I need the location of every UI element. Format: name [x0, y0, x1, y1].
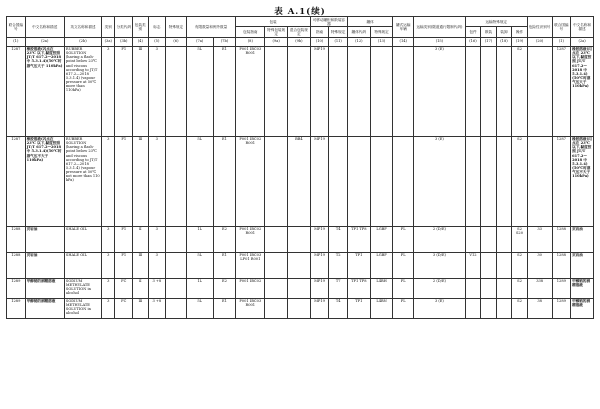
table-cell: 5L [186, 298, 213, 318]
table-cell: 30 [527, 252, 552, 278]
table-cell: 3 [148, 226, 166, 252]
table-cell: FL [393, 278, 414, 298]
table-cell: 3 (E) [414, 136, 466, 226]
table-cell [393, 136, 414, 226]
header-cn-name-right: 中文名称和描述 [571, 17, 594, 38]
table-cell: Ⅲ [133, 298, 149, 318]
column-number: (3a) [102, 37, 115, 46]
column-number: (4) [133, 37, 149, 46]
table-cell [527, 46, 552, 136]
table-cell: 甲醇钠的酒精溶液 [25, 298, 64, 318]
header-packing-instructions: 包装指南 [236, 27, 265, 37]
table-cell: 1288 [7, 226, 26, 252]
column-number: (19) [512, 37, 528, 46]
table-cell: E2 [213, 278, 236, 298]
table-cell: 3 +8 [148, 298, 166, 318]
column-number: (1) [552, 37, 571, 46]
table-cell [370, 136, 393, 226]
table-cell: 3 [148, 252, 166, 278]
table-cell [329, 136, 348, 226]
column-number: (7a) [186, 37, 213, 46]
table-cell: 页岩油 [25, 252, 64, 278]
table-cell: S2 [512, 252, 528, 278]
table-cell: 1287 [7, 136, 26, 226]
table-cell: E2 [213, 226, 236, 252]
header-tank-code-special: 特殊规定 [370, 27, 393, 37]
column-number: (13) [370, 37, 393, 46]
header-packing-special: 特殊包装规定 [265, 27, 288, 37]
table-cell: 1L [186, 226, 213, 252]
table-cell: LGBF [370, 252, 393, 278]
header-cn-name: 中文名称和描述 [25, 17, 64, 38]
table-cell: FC [115, 278, 133, 298]
table-cell: 甲醇钠的酒精溶液 [571, 298, 594, 318]
table-cell: SODIUM METHYLATE SOLUTION in alcohol [64, 298, 101, 318]
table-cell: T7 [329, 278, 348, 298]
table-cell [265, 278, 288, 298]
table-cell: 1287 [552, 136, 571, 226]
table-cell: SODIUM METHYLATE SOLUTION in alcohol [64, 278, 101, 298]
header-un-no: 联合国编号 [7, 17, 26, 38]
column-number: (12) [347, 37, 370, 46]
table-cell: 甲醇钠的酒精溶液 [25, 278, 64, 298]
table-cell: MP19 [310, 136, 329, 226]
table-cell: 1289 [552, 278, 571, 298]
header-tank: 罐体 [347, 17, 392, 27]
dangerous-goods-table [6, 16, 594, 319]
table-cell [465, 226, 481, 252]
header-ts-packages: 包件 [465, 27, 481, 37]
table-cell [265, 46, 288, 136]
table-cell: 1287 [552, 46, 571, 136]
table-cell: 3 +8 [148, 278, 166, 298]
column-number: (9a) [265, 37, 288, 46]
table-cell: S2 [512, 278, 528, 298]
table-cell [496, 278, 512, 298]
table-cell: 3 (D/E) [414, 252, 466, 278]
table-cell: Ⅱ [133, 226, 149, 252]
column-number: (16) [465, 37, 481, 46]
table-body [7, 46, 594, 318]
header-limited-quantity: 有限数量和例外数量 [186, 17, 236, 38]
header-un-no-right: 联合国编号 [552, 17, 571, 38]
table-cell: 3 [102, 252, 115, 278]
table-cell: P001 IBC02 R001 [236, 136, 265, 226]
table-cell: Ⅲ [133, 136, 149, 226]
table-cell: MP19 [310, 252, 329, 278]
header-packaging: 包装 [236, 17, 310, 27]
table-cell: 橡胶溶液(闪点在 23℃ 以下,黏度按照 JT/T 617.2—2018 中 5.3.1.4)(50℃时蒸气压不大于 110kPa) [25, 136, 64, 226]
table-cell: F1 [115, 136, 133, 226]
table-cell: 5L [186, 136, 213, 226]
header-en-name: 英文名称和描述 [64, 17, 101, 38]
table-cell: 2 (D/E) [414, 278, 466, 298]
table-cell [265, 298, 288, 318]
table-cell [166, 298, 187, 318]
table-cell: FL [393, 298, 414, 318]
table-cell: E1 [213, 298, 236, 318]
table-cell: 5L [186, 252, 213, 278]
table-cell: 3 [102, 136, 115, 226]
header-packing-group: 包装类别 [133, 17, 149, 38]
table-cell [481, 226, 497, 252]
column-number: (14) [393, 37, 414, 46]
column-number: (17) [481, 37, 497, 46]
header-tank-special: 特殊规定 [329, 27, 348, 37]
column-number: (7b) [213, 37, 236, 46]
header-hazard-id: 危险性识别号 [527, 17, 552, 38]
table-cell: SHALE OIL [64, 226, 101, 252]
table-cell: P001 IBC03 LP01 R001 [236, 252, 265, 278]
table-cell: 甲醇钠的酒精溶液 [571, 278, 594, 298]
table-cell: 3 [102, 298, 115, 318]
table-row [7, 226, 594, 252]
column-number: (10) [310, 37, 329, 46]
table-cell: T4 [329, 226, 348, 252]
table-cell [288, 278, 311, 298]
table-cell: 橡胶溶液(闪点在 23℃ 以下,黏度按照 JT/T 617.2—2018 中 5.3.1.4)(50℃时蒸气压不大于 110kPa) [571, 136, 594, 226]
table-cell: 3 [102, 46, 115, 136]
table-cell: 3 [148, 136, 166, 226]
table-cell: E1 [213, 136, 236, 226]
header-ts-bulk: 散装 [481, 27, 497, 37]
table-cell: TP1 [347, 252, 370, 278]
table-cell: 3 [148, 46, 166, 136]
table-cell: F1 [115, 226, 133, 252]
table-cell: L4BN [370, 298, 393, 318]
table-cell [166, 46, 187, 136]
table-cell: 3 [102, 278, 115, 298]
table-cell [496, 252, 512, 278]
column-number: (6) [166, 37, 187, 46]
table-cell: 338 [527, 278, 552, 298]
table-cell: Ⅱ [133, 278, 149, 298]
table-cell [481, 46, 497, 136]
header-tank-code: 罐体代码 [347, 27, 370, 37]
column-number: (1) [7, 37, 26, 46]
table-cell [465, 136, 481, 226]
table-cell: 1287 [7, 46, 26, 136]
table-cell [288, 298, 311, 318]
column-number: (9b) [288, 37, 311, 46]
table-cell: 38 [527, 298, 552, 318]
table-cell: P001 IBC02 [236, 278, 265, 298]
table-cell [481, 252, 497, 278]
table-cell [465, 278, 481, 298]
table-cell: 页岩油 [25, 226, 64, 252]
column-number: (15) [414, 37, 466, 46]
table-cell [166, 278, 187, 298]
column-number: (5) [148, 37, 166, 46]
table-cell: S2 [512, 46, 528, 136]
table-cell: P001 IBC02 R001 [236, 226, 265, 252]
table-cell [166, 226, 187, 252]
header-class-code: 分类代码 [115, 17, 133, 38]
table-cell: S2 S20 [512, 226, 528, 252]
table-cell [288, 226, 311, 252]
table-cell [496, 298, 512, 318]
table-cell: FC [115, 298, 133, 318]
table-cell: 1289 [7, 278, 26, 298]
column-number: (2b) [64, 37, 101, 46]
table-cell: F1 [115, 46, 133, 136]
table-cell: 页岩油 [571, 252, 594, 278]
table-cell: FL [393, 252, 414, 278]
header-portable-tank: 可移动罐柜和散装容器 [310, 17, 347, 27]
table-cell [465, 46, 481, 136]
table-cell [166, 252, 187, 278]
header-row-1 [7, 17, 594, 27]
table-cell [166, 136, 187, 226]
column-number: (2a) [571, 37, 594, 46]
header-transport-category: 运输类别(隧道通行限制代码) [414, 17, 466, 38]
table-cell [481, 136, 497, 226]
table-cell [347, 46, 370, 136]
column-number: (18) [496, 37, 512, 46]
table-cell: TP1 [347, 298, 370, 318]
table-cell [288, 252, 311, 278]
page-title: 表 A.1(续) [274, 7, 326, 17]
column-number-row [7, 37, 594, 46]
table-cell: 5L [186, 46, 213, 136]
table-cell: 33 [527, 226, 552, 252]
table-cell [329, 46, 348, 136]
table-cell: 页岩油 [571, 226, 594, 252]
table-cell: V12 [465, 252, 481, 278]
table-cell [481, 278, 497, 298]
table-cell: 1288 [7, 252, 26, 278]
table-cell: FL [393, 226, 414, 252]
column-number: (2a) [25, 37, 64, 46]
header-tank-instructions: 指南 [310, 27, 329, 37]
column-number: (8) [236, 37, 265, 46]
header-labels: 标志 [148, 17, 166, 38]
table-cell: TP1 TP8 [347, 278, 370, 298]
column-number: (20) [527, 37, 552, 46]
table-cell: P001 IBC03 R001 [236, 298, 265, 318]
table-cell: E1 [213, 46, 236, 136]
table-cell [370, 46, 393, 136]
table-row [7, 252, 594, 278]
table-cell [465, 298, 481, 318]
table-cell: MP19 [310, 46, 329, 136]
table-cell: 1289 [7, 298, 26, 318]
table-cell [265, 226, 288, 252]
table-cell: 橡胶溶液(闪点在 23℃ 以下,黏度按照 JT/T 617.2—2018 中 5.3.1.4)(50℃时蒸气压大于 110kPa) [571, 46, 594, 136]
table-cell: Ⅲ [133, 46, 149, 136]
table-cell: 1289 [552, 298, 571, 318]
header-tank-vehicle: 罐式运输车辆 [393, 17, 414, 38]
table-cell [481, 298, 497, 318]
table-cell: S2 [512, 136, 528, 226]
table-cell: MP19 [310, 278, 329, 298]
table-cell: RUBBER SOLUTION (having a flash-point below 23℃ and viscous according to JT/T 617.2—2018 5.3.1.4) (vapour pressure at 50℃ not more than 110 kPa) [64, 136, 101, 226]
table-cell [496, 46, 512, 136]
table-cell: LGBF [370, 226, 393, 252]
table-cell: 3 (E) [414, 46, 466, 136]
table-row [7, 46, 594, 136]
table-row [7, 298, 594, 318]
column-number: (3b) [115, 37, 133, 46]
table-cell [288, 46, 311, 136]
table-cell: 3 [102, 226, 115, 252]
table-cell: 1288 [552, 226, 571, 252]
table-cell: 2 (D/E) [414, 226, 466, 252]
table-cell: Ⅲ [133, 252, 149, 278]
table-cell: T2 [329, 252, 348, 278]
header-ts-loading: 装卸 [496, 27, 512, 37]
column-number: (11) [329, 37, 348, 46]
table-cell [496, 226, 512, 252]
table-row [7, 136, 594, 226]
table-cell: RUBBER SOLUTION (having a flash-point below 23℃ and viscous according to JT/T 617.2—2018 5.3.1.4) (vapour pressure at 50℃ more than 110kPa) [64, 46, 101, 136]
table-cell: SHALE OIL [64, 252, 101, 278]
table-cell [496, 136, 512, 226]
table-cell: E1 [213, 252, 236, 278]
table-cell: P001 IBC03 R001 [236, 46, 265, 136]
table-cell: L4BH [370, 278, 393, 298]
table-cell: T4 [329, 298, 348, 318]
table-cell: 1L [186, 278, 213, 298]
table-cell: MP19 [310, 298, 329, 318]
table-row [7, 278, 594, 298]
header-transport-special: 运输特殊规定 [465, 17, 527, 27]
table-cell: TP1 TP8 [347, 226, 370, 252]
table-cell [527, 136, 552, 226]
table-cell: 3 (E) [414, 298, 466, 318]
table-cell: BB4 [288, 136, 311, 226]
header-ts-operation: 操作 [512, 27, 528, 37]
table-cell [393, 46, 414, 136]
table-cell [265, 136, 288, 226]
table-cell: 橡胶溶液(闪点在 23℃ 以下,黏度按照 JT/T 617.2—2018 中 5.3.1.4)(50℃时蒸气压大于 110kPa) [25, 46, 64, 136]
table-cell: S2 [512, 298, 528, 318]
table-cell: MP19 [310, 226, 329, 252]
table-cell: 1288 [552, 252, 571, 278]
table-cell [347, 136, 370, 226]
header-special-provisions: 特殊规定 [166, 17, 187, 38]
table-cell [265, 252, 288, 278]
header-class: 类别 [102, 17, 115, 38]
table-cell: F1 [115, 252, 133, 278]
header-mixed-packing: 混合包装规定 [288, 27, 311, 37]
